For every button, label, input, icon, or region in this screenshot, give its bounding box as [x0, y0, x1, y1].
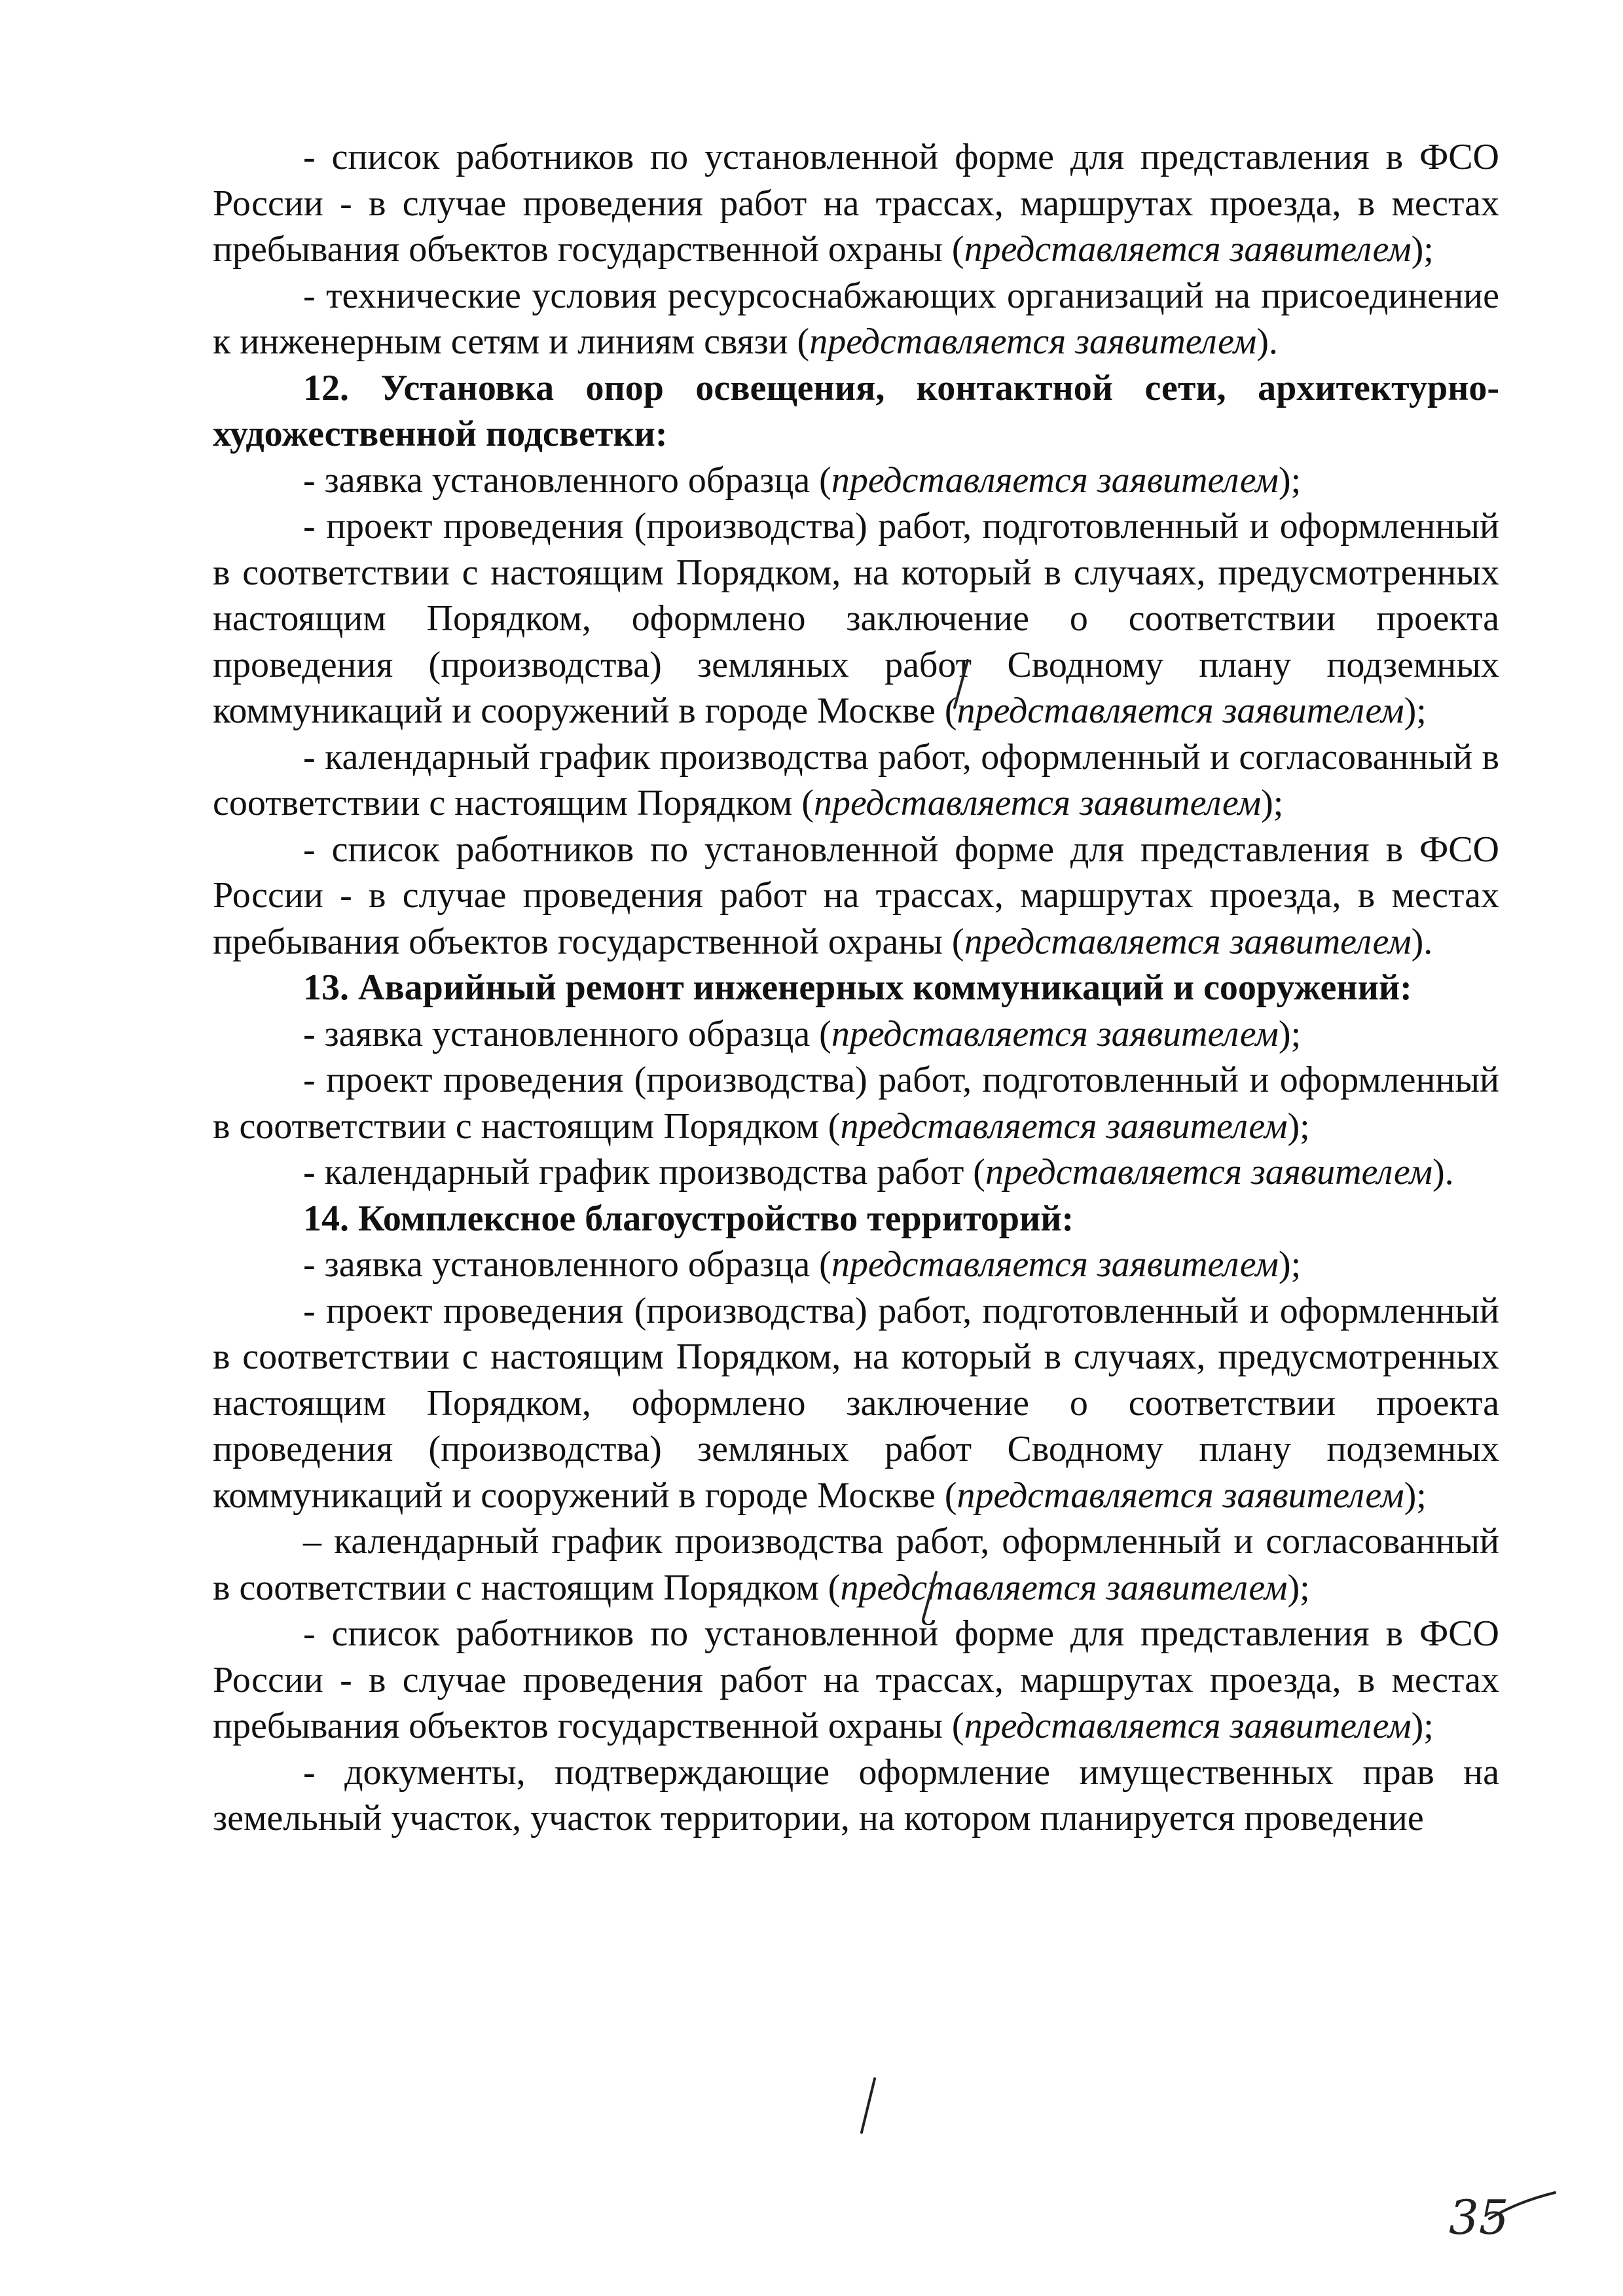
- section-heading-14: 14. Комплексное благоустройство территорий:: [303, 1198, 1074, 1239]
- list-item: - календарный график производства работ, оформленный и согласованный в соответствии с настоящим Порядком (представляется заявителем);: [213, 736, 1499, 823]
- list-item: - проект проведения (производства) работ, подготовленный и оформленный в соответствии с настоящим Порядком, на который в случаях, предусмотренных настоящим Порядком, оформлено заключение о соответствии проекта проведения (производства) земляных работ Сводному плану подземных коммуникаций и сооружений в городе Москве (представляется заявителем);: [213, 506, 1499, 731]
- handwritten-mark: [854, 2076, 880, 2135]
- list-item: – календарный график производства работ, оформленный и согласованный в соответствии с настоящим Порядком (представляется заявителем);: [213, 1521, 1499, 1608]
- handwritten-mark: [917, 1570, 943, 1622]
- list-item: - заявка установленного образца (представляется заявителем);: [303, 459, 1302, 501]
- list-item: - проект проведения (производства) работ, подготовленный и оформленный в соответствии с настоящим Порядком, на который в случаях, предусмотренных настоящим Порядком, оформлено заключение о соответствии проекта проведения (производства) земляных работ Сводному плану подземных коммуникаций и сооружений в городе Москве (представляется заявителем);: [213, 1290, 1499, 1516]
- section-heading-12: 12. Установка опор освещения, контактной сети, архитектурно-художественной подсветки:: [213, 367, 1499, 454]
- page-number: [1444, 2187, 1561, 2259]
- handwritten-mark: [948, 658, 974, 710]
- list-item: - список работников по установленной форме для представления в ФСО России - в случае проведения работ на трассах, маршрутах проезда, в местах пребывания объектов государственной охраны (представляется заявителем);: [213, 137, 1499, 270]
- list-item: - список работников по установленной форме для представления в ФСО России - в случае проведения работ на трассах, маршрутах проезда, в местах пребывания объектов государственной охраны (представляется заявителем).: [213, 829, 1499, 962]
- list-item: - список работников по установленной форме для представления в ФСО России - в случае проведения работ на трассах, маршрутах проезда, в местах пребывания объектов государственной охраны (представляется заявителем);: [213, 1613, 1499, 1746]
- list-item: - документы, подтверждающие оформление имущественных прав на земельный участок, участок территории, на котором планируется проведение: [213, 1751, 1499, 1839]
- section-heading-13: 13. Аварийный ремонт инженерных коммуникаций и сооружений:: [303, 967, 1412, 1008]
- list-item: - заявка установленного образца (представляется заявителем);: [303, 1013, 1302, 1054]
- list-item: - календарный график производства работ (представляется заявителем).: [303, 1152, 1454, 1193]
- list-item: - технические условия ресурсоснабжающих организаций на присоединение к инженерным сетям и линиям связи (представляется заявителем).: [213, 275, 1499, 362]
- list-item: - заявка установленного образца (представляется заявителем);: [303, 1244, 1302, 1285]
- page-number-flourish: [1444, 2187, 1561, 2259]
- page-number-text: 35: [1449, 2190, 1509, 2245]
- list-item: - проект проведения (производства) работ, подготовленный и оформленный в соответствии с настоящим Порядком (представляется заявителем);: [213, 1060, 1499, 1147]
- document-body: [213, 134, 1499, 1842]
